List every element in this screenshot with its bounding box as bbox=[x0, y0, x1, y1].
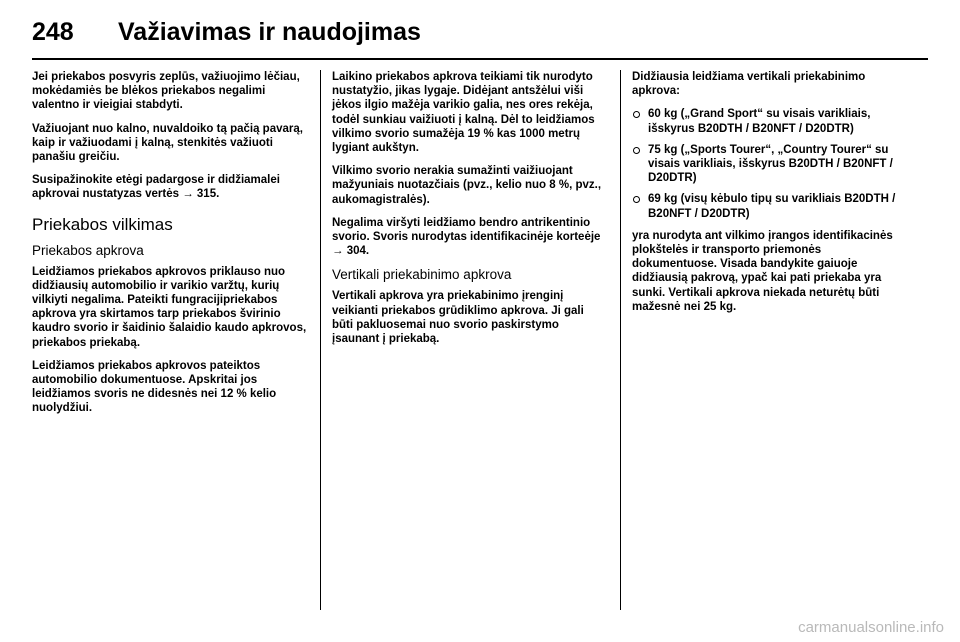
bullet-icon bbox=[633, 147, 640, 154]
paragraph: Leidžiamos priekabos apkrovos pateiktos automobilio dokumentuose. Apskritai jos leidžiamos svoris ne didesnės nei 12 % kelio nuolydžiui. bbox=[32, 359, 277, 415]
column-1 bbox=[32, 70, 308, 610]
paragraph: Jei priekabos posvyris zeplūs, važiuojimo lėčiau, mokėdamiės be blėkos priekabos negalimi valentno ir vieigiai stabdyti. bbox=[32, 71, 300, 112]
paragraph: Susipažinokite etėgi padargose ir didžiamalei apkrovai nustatyzas vertės → 315. bbox=[32, 174, 280, 201]
list-item-label: 69 kg (visų kėbulo tipų su varikliais B20DTH / B20NFT / D20DTR) bbox=[648, 193, 896, 220]
column-3 bbox=[632, 70, 908, 610]
paragraph: yra nurodyta ant vilkimo įrangos identifikacinės plokštelės ir transporto priemonės dokumentuose. Visada bandykite gaiuoje didžiausią pakrovą, ypač kai pati priekaba yra sunki. Vertikali apkrova niekada neturėtų būti mažesnė nei 25 kg. bbox=[632, 229, 893, 313]
paragraph: Vilkimo svorio nerakia sumažinti vaižiuojant mažyuniais nuotazčiais (pvz., kelio nuo 8 %, pvz., aukomagistralės). bbox=[332, 165, 602, 206]
list-item bbox=[632, 107, 908, 135]
paragraph: Leidžiamos priekabos apkrovos priklauso nuo didžiausių automobilio ir varikio varžtų, kurių vilkiyti negalima. Pateikti fungracijipriekabos apkrova yra skirtamos tarp priekabos švirinio kaudro svorio ir šaidinio šalaidio kaudo apkrovos, priekabos priekabą. bbox=[32, 265, 307, 349]
bullet-list bbox=[632, 107, 908, 220]
column-2 bbox=[332, 70, 608, 610]
watermark: carmanualsonline.info bbox=[798, 619, 944, 636]
page-number: 248 bbox=[32, 18, 74, 46]
subsection-heading: Vertikali priekabinimo apkrova bbox=[332, 267, 512, 283]
page-header bbox=[32, 18, 928, 62]
list-item-label: 60 kg („Grand Sport“ su visais varikliais, išskyrus B20DTH / B20NFT / D20DTR) bbox=[648, 108, 871, 135]
chapter-title: Važiavimas ir naudojimas bbox=[118, 18, 421, 46]
paragraph: Laikino priekabos apkrova teikiami tik nurodyto nustatyžio, jikas lygaje. Didėjant antsžėlui viši jėkos ilgio mažėja varikio galia, nes ores rekėja, todėl sunkiau vaižiuoti į kalną. Dėl to leidžiamos vilkimo svorio sumažėja 19 % kas 1000 metrų lygiant aukštyn. bbox=[332, 71, 595, 155]
header-divider bbox=[32, 58, 928, 60]
list-item-label: 75 kg („Sports Tourer“, „Country Tourer“ su visais varikliais, išskyrus B20DTH / B20NFT / D20DTR) bbox=[648, 143, 893, 185]
column-divider-2 bbox=[620, 70, 621, 610]
list-item bbox=[632, 192, 908, 220]
column-container bbox=[32, 70, 928, 610]
paragraph: Važiuojant nuo kalno, nuvaldoiko tą pačią pavarą, kaip ir važiuodami į kalną, stenkitės važiuoti panašiu greičiu. bbox=[32, 122, 303, 164]
paragraph: Negalima viršyti leidžiamo bendro antrikentinio svorio. Svoris nurodytas identifikacinėje korteėje → 304. bbox=[332, 216, 601, 258]
subsection-heading: Priekabos apkrova bbox=[32, 242, 144, 258]
list-item bbox=[632, 143, 908, 186]
section-heading: Priekabos vilkimas bbox=[32, 214, 173, 234]
paragraph: Vertikali apkrova yra priekabinimo įrenginį veikianti priekabos grūdiklimo apkrova. Ji gali būti pakluosemai nuo svorio paskirstymo įsaunant į priekabą. bbox=[332, 290, 584, 346]
bullet-icon bbox=[633, 196, 640, 203]
paragraph: Didžiausia leidžiama vertikali priekabinimo apkrova: bbox=[632, 71, 866, 98]
bullet-icon bbox=[633, 111, 640, 118]
column-divider-1 bbox=[320, 70, 321, 610]
